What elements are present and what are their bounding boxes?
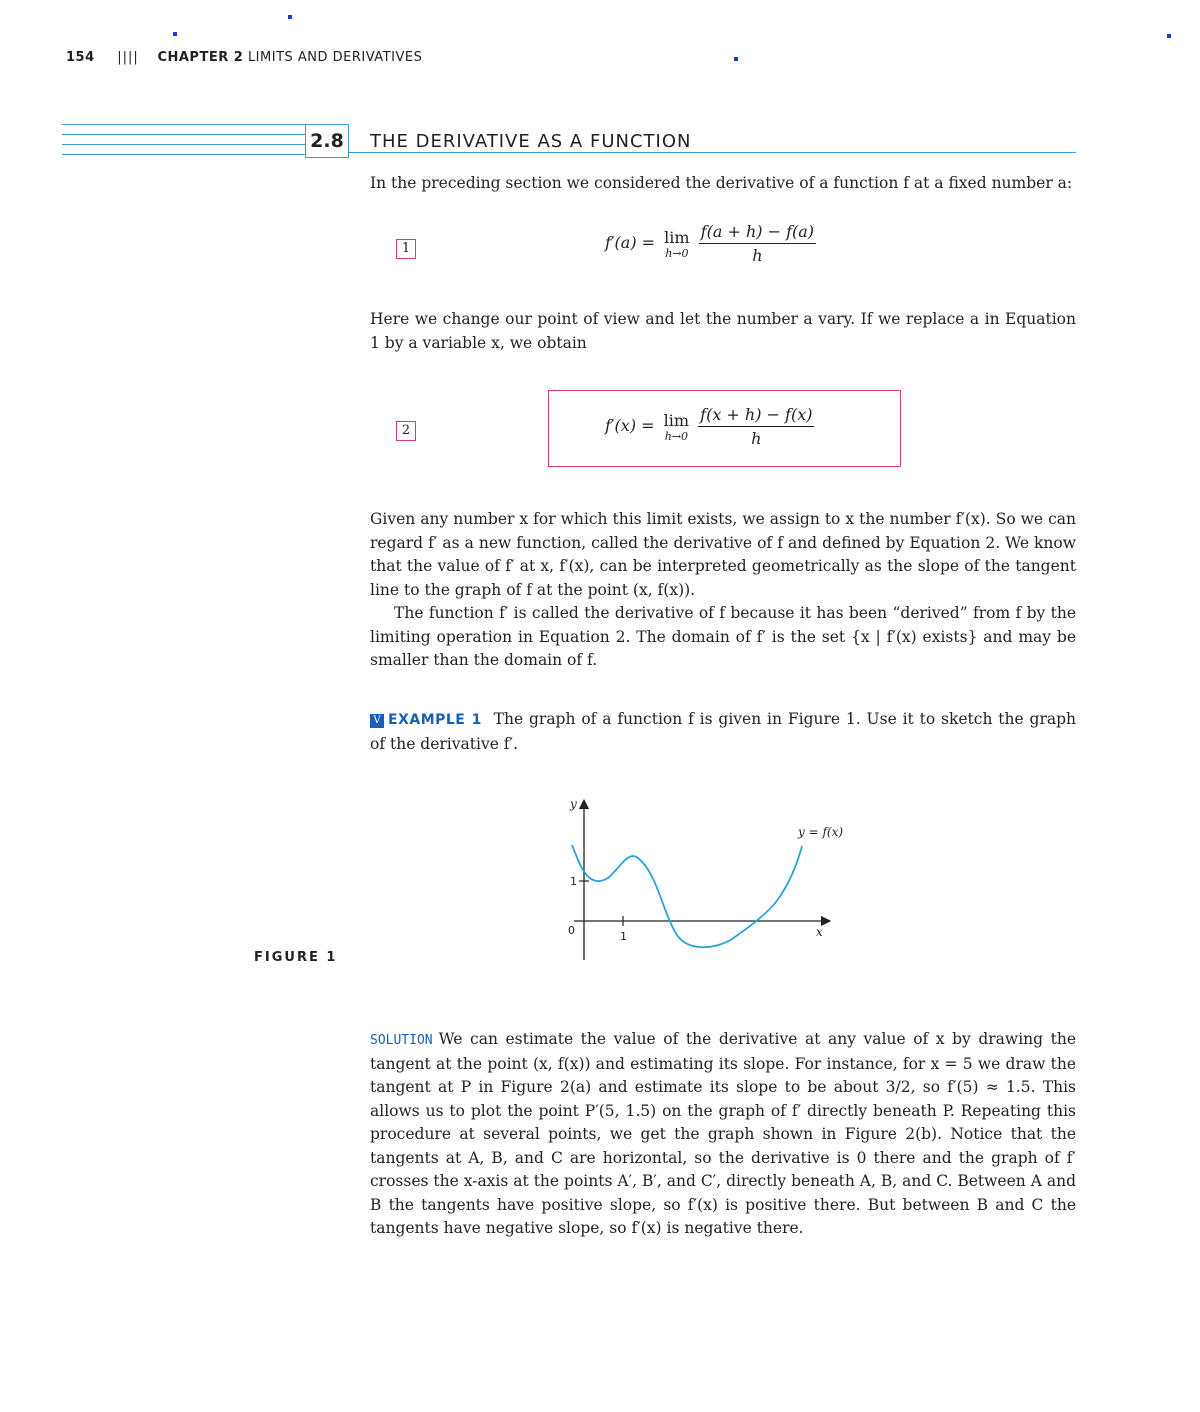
scan-dot: [288, 15, 292, 19]
chapter-label: CHAPTER 2: [157, 50, 244, 65]
scan-dot: [734, 57, 738, 61]
example-label: EXAMPLE 1: [388, 712, 482, 728]
page-number: 154: [66, 50, 95, 65]
x-tick-label: 1: [620, 930, 627, 943]
equation-number: 1: [396, 239, 416, 259]
difference-quotient: $\frac{f(x + h) - f(x)}{h}$: [700, 405, 813, 448]
header-bars: ||||: [117, 50, 139, 65]
example: [370, 708, 1076, 756]
intro-paragraph: In the preceding section we considered the derivative of a function f at a fixed number a:: [370, 174, 1073, 192]
x-axis-label: x: [816, 925, 823, 939]
curve-label: y = f(x): [798, 825, 844, 839]
scan-dot: [173, 32, 177, 36]
example-icon: V: [370, 714, 384, 728]
y-axis-label: y: [570, 797, 577, 811]
limit-operator: lim h→0: [663, 410, 690, 443]
chapter-title: LIMITS AND DERIVATIVES: [247, 50, 423, 65]
equation-1: [605, 222, 816, 265]
figure-label: FIGURE 1: [254, 950, 338, 965]
origin-label: 0: [568, 924, 575, 937]
heading-rule: [62, 124, 306, 125]
paragraph: The function f′ is called the derivative of f because it has been “derived” from f by the limiting operation in Equation 2. The domain of f′ is the set {x | f′(x) exists} and may be smaller than the domain of f.: [370, 604, 1076, 669]
equation-lhs: f′(a) =: [605, 233, 656, 252]
running-header: [66, 50, 422, 65]
paragraph: Here we change our point of view and let the number a vary. If we replace a in Equation 1 by a variable x, we obtain: [370, 310, 1076, 352]
equation-lhs: f′(x) =: [605, 416, 655, 435]
equation-2: [605, 405, 814, 448]
section-number: 2.8: [305, 124, 349, 158]
scan-dot: [1167, 34, 1171, 38]
figure-1-graph: [540, 790, 850, 970]
limit-operator: lim h→0: [664, 227, 690, 260]
heading-rule: [62, 144, 306, 145]
solution-text: We can estimate the value of the derivative at any value of x by drawing the tangent at the point (x, f(x)) and estimating its slope. For instance, for x = 5 we draw the tangent at P in Figure 2(a) and estimate its slope to be about 3/2, so f′(5) ≈ 1.5. This allows us to plot the point P′(5, 1.5) on the graph of f′ directly beneath P. Repeating this procedure at several points, we get the graph shown in Figure 2(b). Notice that the tangents at A, B, and C are horizontal, so the derivative is 0 there and the graph of f′ crosses the x-axis at the points A′, B′, and C′, directly beneath A, B, and C. Between A and B the tangents have positive slope, so f′(x) is positive there. But between B and C the tangents have negative slope, so f′(x) is negative there.: [370, 1030, 1076, 1237]
section-title: THE DERIVATIVE AS A FUNCTION: [370, 131, 692, 152]
example-text: The graph of a function f is given in Figure 1. Use it to sketch the graph of the derivative f′.: [370, 710, 1077, 753]
equation-number: 2: [396, 421, 416, 441]
heading-rule: [62, 154, 306, 155]
y-tick-label: 1: [570, 875, 577, 888]
solution-label: SOLUTION: [370, 1033, 433, 1048]
solution: [370, 1028, 1076, 1241]
paragraph: Given any number x for which this limit exists, we assign to x the number f′(x). So we can regard f′ as a new function, called the derivative of f and defined by Equation 2. We know that the value of f′ at x, f′(x), can be interpreted geometrically as the slope of the tangent line to the graph of f at the point (x, f(x)).: [370, 510, 1076, 599]
heading-rule: [62, 134, 306, 135]
function-curve: [572, 845, 802, 947]
difference-quotient: $\frac{f(a + h) - f(a)}{h}$: [700, 222, 815, 265]
section-underline: [348, 152, 1076, 153]
